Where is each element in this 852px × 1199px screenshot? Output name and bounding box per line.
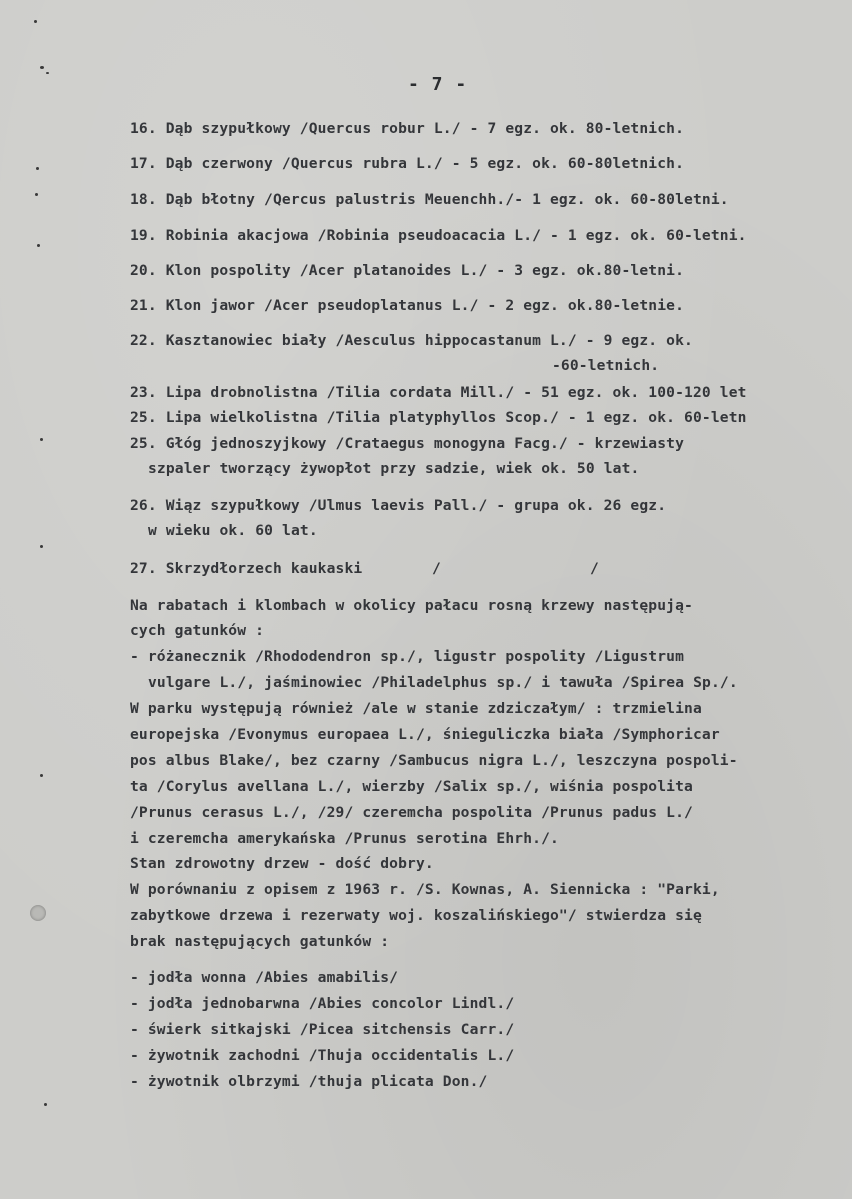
list-item-25-continuation: szpaler tworzący żywopłot przy sadzie, wiek ok. 50 lat. xyxy=(148,460,640,477)
list-item-25: 25. Głóg jednoszyjkowy /Crataegus monogyna Facg./ - krzewiasty xyxy=(130,435,685,452)
paragraph-line: i czeremcha amerykańska /Prunus serotina Ehrh./. xyxy=(130,830,559,847)
missing-species-item: - jodła jednobarwna /Abies concolor Lindl./ xyxy=(130,995,515,1012)
scan-speck xyxy=(46,72,49,74)
list-item-26: 26. Wiąz szypułkowy /Ulmus laevis Pall./ - grupa ok. 26 egz. xyxy=(130,497,667,514)
paragraph-line: W porównaniu z opisem z 1963 r. /S. Kownas, A. Siennicka : "Parki, xyxy=(130,881,720,898)
list-item-22-continuation: -60-letnich. xyxy=(552,357,660,374)
scan-speck xyxy=(40,66,44,69)
list-item-24: 25. Lipa wielkolistna /Tilia platyphyllos Scop./ - 1 egz. ok. 60-letn xyxy=(130,409,747,426)
list-item-18: 18. Dąb błotny /Qercus palustris Meuenchh./- 1 egz. ok. 60-80letni. xyxy=(130,191,729,208)
paragraph-line: Stan zdrowotny drzew - dość dobry. xyxy=(130,855,434,872)
list-item-27-slash-close: / xyxy=(590,560,599,577)
list-item-22: 22. Kasztanowiec biały /Aesculus hippocastanum L./ - 9 egz. ok. xyxy=(130,332,693,349)
missing-species-item: - żywotnik zachodni /Thuja occidentalis L./ xyxy=(130,1047,515,1064)
list-item-16: 16. Dąb szypułkowy /Quercus robur L./ - 7 egz. ok. 80-letnich. xyxy=(130,120,685,137)
punch-hole xyxy=(30,905,46,921)
paragraph-line: - różanecznik /Rhododendron sp./, ligustr pospolity /Ligustrum xyxy=(130,648,685,665)
scan-speck xyxy=(44,1103,47,1106)
scan-speck xyxy=(40,545,43,548)
paragraph-line: europejska /Evonymus europaea L./, śnieguliczka biała /Symphoricar xyxy=(130,726,720,743)
list-item-19: 19. Robinia akacjowa /Robinia pseudoacacia L./ - 1 egz. ok. 60-letni. xyxy=(130,227,747,244)
paragraph-line: ta /Corylus avellana L./, wierzby /Salix sp./, wiśnia pospolita xyxy=(130,778,693,795)
paragraph-line: Na rabatach i klombach w okolicy pałacu rosną krzewy następują- xyxy=(130,597,693,614)
list-item-21: 21. Klon jawor /Acer pseudoplatanus L./ - 2 egz. ok.80-letnie. xyxy=(130,297,685,314)
paragraph-line: /Prunus cerasus L./, /29/ czeremcha pospolita /Prunus padus L./ xyxy=(130,804,693,821)
scan-speck xyxy=(35,193,38,196)
scan-speck xyxy=(40,774,43,777)
scan-speck xyxy=(37,244,40,247)
list-item-27: 27. Skrzydłorzech kaukaski xyxy=(130,560,363,577)
paragraph-line: pos albus Blake/, bez czarny /Sambucus nigra L./, leszczyna pospoli- xyxy=(130,752,738,769)
missing-species-item: - żywotnik olbrzymi /thuja plicata Don./ xyxy=(130,1073,488,1090)
paragraph-line: brak następujących gatunków : xyxy=(130,933,390,950)
list-item-23: 23. Lipa drobnolistna /Tilia cordata Mill./ - 51 egz. ok. 100-120 let xyxy=(130,384,747,401)
paragraph-line: W parku występują również /ale w stanie zdziczałym/ : trzmielina xyxy=(130,700,702,717)
page-number: - 7 - xyxy=(408,74,468,95)
list-item-17: 17. Dąb czerwony /Quercus rubra L./ - 5 egz. ok. 60-80letnich. xyxy=(130,155,685,172)
paragraph-line: zabytkowe drzewa i rezerwaty woj. koszalińskiego"/ stwierdza się xyxy=(130,907,702,924)
missing-species-item: - świerk sitkajski /Picea sitchensis Carr./ xyxy=(130,1021,515,1038)
paragraph-line: vulgare L./, jaśminowiec /Philadelphus sp./ i tawuła /Spirea Sp./. xyxy=(148,674,738,691)
scan-speck xyxy=(34,20,37,23)
scan-speck xyxy=(36,167,39,170)
list-item-20: 20. Klon pospolity /Acer platanoides L./ - 3 egz. ok.80-letni. xyxy=(130,262,685,279)
list-item-27-slash-open: / xyxy=(432,560,441,577)
missing-species-item: - jodła wonna /Abies amabilis/ xyxy=(130,969,399,986)
paragraph-line: cych gatunków : xyxy=(130,622,265,639)
list-item-26-continuation: w wieku ok. 60 lat. xyxy=(148,522,318,539)
scan-speck xyxy=(40,438,43,441)
